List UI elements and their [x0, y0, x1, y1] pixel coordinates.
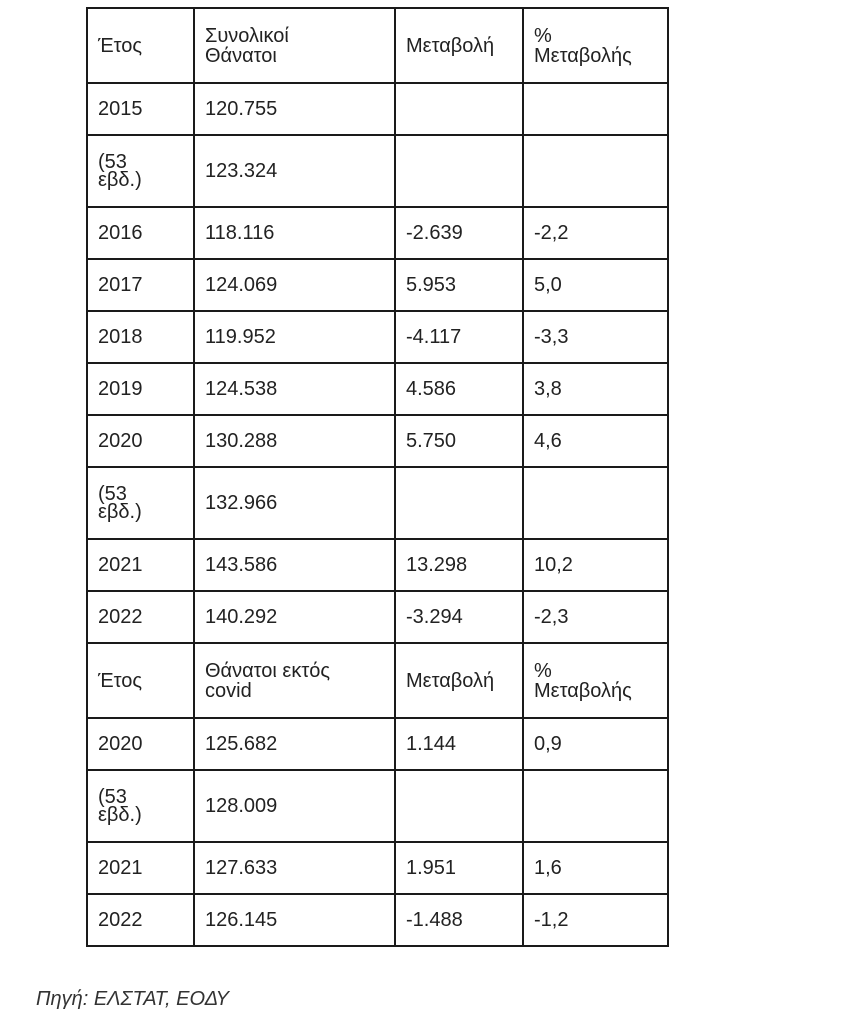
header-year: Έτος [87, 8, 194, 83]
cell-year [87, 770, 194, 842]
cell-deaths: 118.116 [194, 207, 395, 259]
table-row [87, 539, 668, 591]
cell-pct: 1,6 [523, 842, 668, 894]
cell-deaths: 124.538 [194, 363, 395, 415]
cell-year: 2016 [87, 207, 194, 259]
cell-pct: -3,3 [523, 311, 668, 363]
cell-change: -2.639 [395, 207, 523, 259]
table-header-row [87, 8, 668, 83]
cell-change: 5.953 [395, 259, 523, 311]
header-pct-change [523, 8, 668, 83]
cell-deaths: 120.755 [194, 83, 395, 135]
cell-deaths: 130.288 [194, 415, 395, 467]
table-row [87, 894, 668, 946]
table-row [87, 415, 668, 467]
cell-pct: -2,2 [523, 207, 668, 259]
cell-pct: -1,2 [523, 894, 668, 946]
cell-year: 2021 [87, 842, 194, 894]
cell-change [395, 770, 523, 842]
header-change: Μεταβολή [395, 8, 523, 83]
table-row [87, 135, 668, 207]
cell-pct: 5,0 [523, 259, 668, 311]
cell-change: -3.294 [395, 591, 523, 643]
header-pct-line2: Μεταβολής [534, 679, 632, 702]
source-caption: Πηγή: ΕΛΣΤΑΤ, ΕΟΔΥ [36, 988, 229, 1010]
cell-year [87, 135, 194, 207]
cell-deaths: 123.324 [194, 135, 395, 207]
cell-pct: 10,2 [523, 539, 668, 591]
deaths-table [86, 7, 669, 947]
cell-change [395, 83, 523, 135]
table-row [87, 83, 668, 135]
cell-change: 13.298 [395, 539, 523, 591]
cell-deaths: 125.682 [194, 718, 395, 770]
cell-change: 1.951 [395, 842, 523, 894]
table-row [87, 259, 668, 311]
cell-year-line2: εβδ.) [98, 169, 142, 191]
cell-deaths: 128.009 [194, 770, 395, 842]
cell-change: 5.750 [395, 415, 523, 467]
cell-deaths: 143.586 [194, 539, 395, 591]
cell-pct [523, 770, 668, 842]
cell-year: 2020 [87, 415, 194, 467]
cell-year: 2020 [87, 718, 194, 770]
cell-year [87, 467, 194, 539]
header-year: Έτος [87, 643, 194, 718]
cell-change: -4.117 [395, 311, 523, 363]
header-change: Μεταβολή [395, 643, 523, 718]
cell-year: 2018 [87, 311, 194, 363]
cell-year-line2: εβδ.) [98, 804, 142, 826]
table-row [87, 591, 668, 643]
table-row [87, 363, 668, 415]
header-pct-line1: % [534, 659, 552, 682]
cell-change [395, 467, 523, 539]
header-pct-line2: Μεταβολής [534, 44, 632, 67]
header-total-deaths [194, 8, 395, 83]
table-row [87, 770, 668, 842]
cell-deaths: 119.952 [194, 311, 395, 363]
header-total-line2: Θάνατοι [205, 44, 277, 67]
cell-pct: 0,9 [523, 718, 668, 770]
cell-year: 2021 [87, 539, 194, 591]
cell-year-line2: εβδ.) [98, 501, 142, 523]
cell-year-line1: (53 [98, 151, 127, 173]
cell-pct [523, 83, 668, 135]
cell-pct: 3,8 [523, 363, 668, 415]
table-row [87, 718, 668, 770]
header-noncovid-line2: covid [205, 679, 252, 702]
header-pct-change [523, 643, 668, 718]
header-pct-line1: % [534, 24, 552, 47]
cell-pct: -2,3 [523, 591, 668, 643]
header-noncovid-deaths [194, 643, 395, 718]
cell-year-line1: (53 [98, 483, 127, 505]
cell-change: -1.488 [395, 894, 523, 946]
cell-deaths: 140.292 [194, 591, 395, 643]
cell-deaths: 127.633 [194, 842, 395, 894]
cell-pct: 4,6 [523, 415, 668, 467]
cell-deaths: 126.145 [194, 894, 395, 946]
cell-year: 2017 [87, 259, 194, 311]
table-row [87, 311, 668, 363]
table-row [87, 467, 668, 539]
cell-change: 4.586 [395, 363, 523, 415]
cell-deaths: 124.069 [194, 259, 395, 311]
header-noncovid-line1: Θάνατοι εκτός [205, 659, 330, 682]
table-row [87, 207, 668, 259]
cell-year: 2015 [87, 83, 194, 135]
cell-pct [523, 467, 668, 539]
cell-change [395, 135, 523, 207]
cell-year: 2019 [87, 363, 194, 415]
cell-year-line1: (53 [98, 786, 127, 808]
cell-deaths: 132.966 [194, 467, 395, 539]
cell-pct [523, 135, 668, 207]
header-total-line1: Συνολικοί [205, 24, 289, 47]
table-header-row [87, 643, 668, 718]
cell-year: 2022 [87, 591, 194, 643]
cell-year: 2022 [87, 894, 194, 946]
cell-change: 1.144 [395, 718, 523, 770]
table-row [87, 842, 668, 894]
